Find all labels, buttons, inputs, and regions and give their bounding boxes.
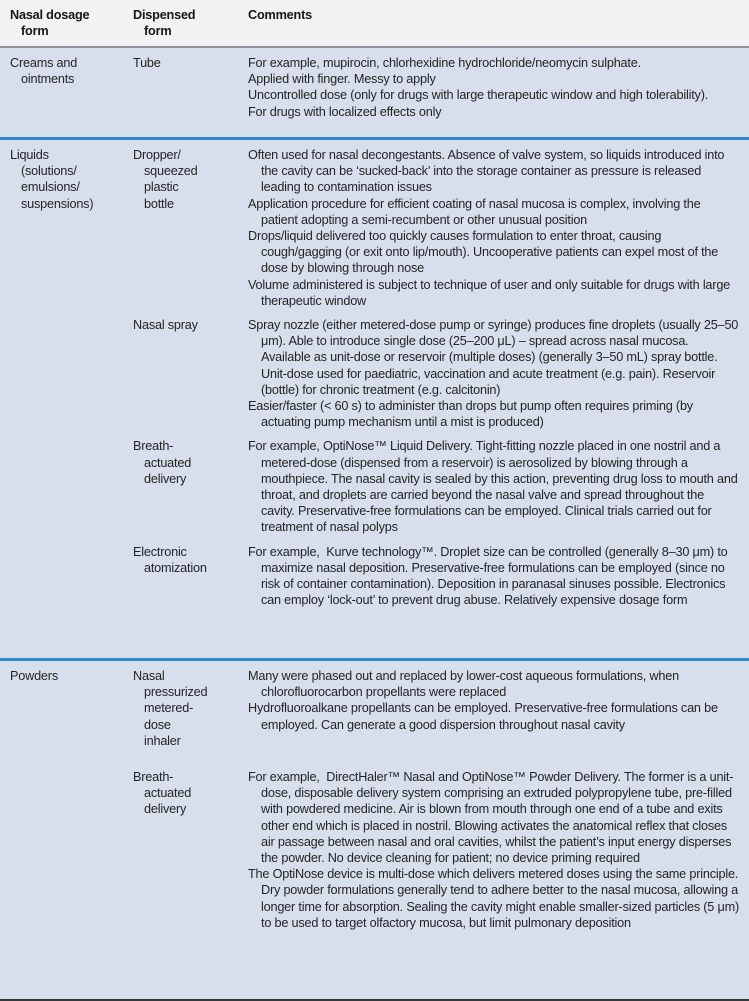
header-label-line: Dispensed: [133, 8, 196, 22]
header-label-line: Comments: [248, 8, 312, 22]
comment-paragraph: Spray nozzle (either metered-dose pump or syringe) produces fine droplets (usually 25–50 μm). Able to introduce single dose (25–200 μL) – spread across nasal mucosa. Available as unit-dose or reservoir (multiple doses) (generally 3–50 mL) spray bottle. Unit-dose used for paediatric, vaccination and acute treatment (e.g. pain). Reservoir (bottle) for chronic treatment (e.g. calcitonin): [248, 318, 739, 397]
comment-paragraph: For drugs with localized effects only: [248, 104, 442, 119]
entries-group: [133, 147, 740, 650]
form-line: Liquids: [10, 148, 49, 162]
form-line: emulsions/: [21, 180, 80, 195]
comment-paragraph: For example, mupirocin, chlorhexidine hydrochloride/neomycin sulphate.: [248, 56, 641, 70]
comment-paragraph: Many were phased out and replaced by lower-cost aqueous formulations, when chlorofluorocarbon propellants were replaced: [248, 669, 679, 700]
comments-cell: [248, 769, 740, 931]
form-line: ointments: [21, 72, 75, 87]
dispensed-line: Tube: [133, 56, 161, 70]
dispensed-line: plastic: [144, 180, 179, 195]
form-cell: [10, 668, 133, 991]
dispensed-line: metered-: [144, 701, 194, 716]
dispensed-line: dose: [144, 717, 171, 732]
dispensed-line: Breath-: [133, 770, 174, 785]
comments-cell: [248, 55, 740, 120]
comment-paragraph: For example, OptiNose™ Liquid Delivery. Tight-fitting nozzle placed in one nostril and a metered-dose (dispensed from a reservoir) is aerosolized by blowing through a mouthpiece. The nasal cavity is sealed by this action, preventing drug loss to mouth and throat, and droplets are carried beyond the nasal valve and spread throughout the cavity. Preservative-free formulations can be employed. Clinical trials carried out for treatment of nasal polyps: [248, 439, 738, 535]
header-col-comments: [248, 7, 740, 46]
dispensed-cell: [133, 55, 248, 120]
dispensed-line: Electronic: [133, 544, 187, 559]
form-line: (solutions/: [21, 164, 77, 179]
comment-paragraph: Often used for nasal decongestants. Absence of valve system, so liquids introduced into the cavity can be ‘sucked-back’ into the storage container as pressure is released leading to contamination issues: [248, 148, 725, 195]
dispensed-cell: [133, 438, 248, 535]
dispensed-line: Breath-: [133, 439, 174, 454]
dispensed-line: delivery: [144, 471, 187, 486]
form-line: Powders: [10, 669, 58, 683]
header-col-nasal-dosage-form: [10, 7, 133, 46]
comment-paragraph: Volume administered is subject to technique of user and only suitable for drugs with large therapeutic window: [248, 277, 731, 308]
form-cell: [10, 147, 133, 650]
dispensed-line: bottle: [144, 196, 174, 211]
comment-paragraph: Uncontrolled dose (only for drugs with large therapeutic window and high tolerability).: [248, 88, 709, 103]
comments-cell: [248, 438, 740, 535]
entry-row: [133, 147, 740, 309]
entry-row: [133, 317, 740, 430]
dispensed-line: actuated: [144, 455, 192, 470]
dispensed-cell: [133, 769, 248, 931]
comments-cell: [248, 668, 740, 749]
entry-row: [133, 55, 740, 120]
dispensed-cell: [133, 317, 248, 430]
table-header: [0, 0, 749, 48]
dispensed-line: Dropper/: [133, 148, 181, 162]
dispensed-cell: [133, 147, 248, 309]
dispensed-line: pressurized: [144, 685, 208, 700]
comments-cell: [248, 317, 740, 430]
dispensed-line: Nasal spray: [133, 318, 198, 333]
comments-cell: [248, 544, 740, 609]
form-cell: [10, 55, 133, 129]
entries-group: [133, 55, 740, 129]
dispensed-line: actuated: [144, 786, 192, 801]
dispensed-cell: [133, 668, 248, 749]
comment-paragraph: For example, DirectHaler™ Nasal and OptiNose™ Powder Delivery. The former is a unit-dose, disposable delivery system comprising an extruded polypropylene tube, pre-filled with powdered medicine. Air is blown from mouth through one end of a tube and exits other end which is placed in nostril. Blowing activates the anatomical reflex that closes air passage between nasal and oral cavities, whilst the patient’s input energy disperses the powder. No device cleaning for patient; no device priming required: [248, 770, 734, 866]
entry-row: [133, 769, 740, 931]
comment-paragraph: Application procedure for efficient coating of nasal mucosa is complex, involving the patient adopting a semi-recumbent or other unusual position: [248, 196, 701, 227]
table-body: [0, 48, 749, 999]
entry-row: [133, 438, 740, 535]
form-line: Creams and: [10, 56, 78, 70]
dispensed-line: squeezed: [144, 164, 198, 179]
dispensed-line: atomization: [144, 560, 207, 575]
comment-paragraph: Hydrofluoroalkane propellants can be employed. Preservative-free formulations can be employed. Can generate a good dispersion throughout nasal cavity: [248, 701, 718, 732]
comment-paragraph: Drops/liquid delivered too quickly causes formulation to enter throat, causing cough/gagging (or exit onto lip/mouth). Uncooperative patients can expel most of the dose by blowing through nose: [248, 229, 719, 276]
entry-row: [133, 544, 740, 609]
dispensed-line: inhaler: [144, 733, 181, 748]
comment-paragraph: The OptiNose device is multi-dose which delivers metered doses using the same principle. Dry powder formulations generally tend to adhere better to the nasal mucosa, allowing a longer time for absorption. Sealing the cavity might enable smaller-sized particles (5 μm) to be used to target olfactory mucosa, but limit pulmonary deposition: [248, 867, 739, 930]
section-row: [0, 137, 749, 658]
dispensed-line: delivery: [144, 802, 187, 817]
header-label-line: form: [144, 24, 172, 39]
entries-group: [133, 668, 740, 991]
section-row: [0, 48, 749, 137]
dispensed-line: Nasal: [133, 669, 165, 683]
header-col-dispensed-form: [133, 7, 248, 46]
header-label-line: Nasal dosage: [10, 8, 90, 22]
comment-paragraph: For example, Kurve technology™. Droplet size can be controlled (generally 8–30 μm) to maximize nasal deposition. Preservative-free formulations can be employed (since no risk of container contamination). Deposition in paranasal sinuses possible. Electronics can employ ‘lock-out’ to prevent drug abuse. Relatively expensive dosage form: [248, 544, 728, 608]
entry-row: [133, 668, 740, 749]
form-line: suspensions): [21, 196, 94, 211]
comment-paragraph: Easier/faster (< 60 s) to administer than drops but pump often requires priming (by actuating pump mechanism until a mist is produced): [248, 399, 693, 430]
dispensed-cell: [133, 544, 248, 609]
comments-cell: [248, 147, 740, 309]
comment-paragraph: Applied with finger. Messy to apply: [248, 72, 436, 87]
section-row: [0, 658, 749, 999]
header-label-line: form: [21, 24, 49, 39]
